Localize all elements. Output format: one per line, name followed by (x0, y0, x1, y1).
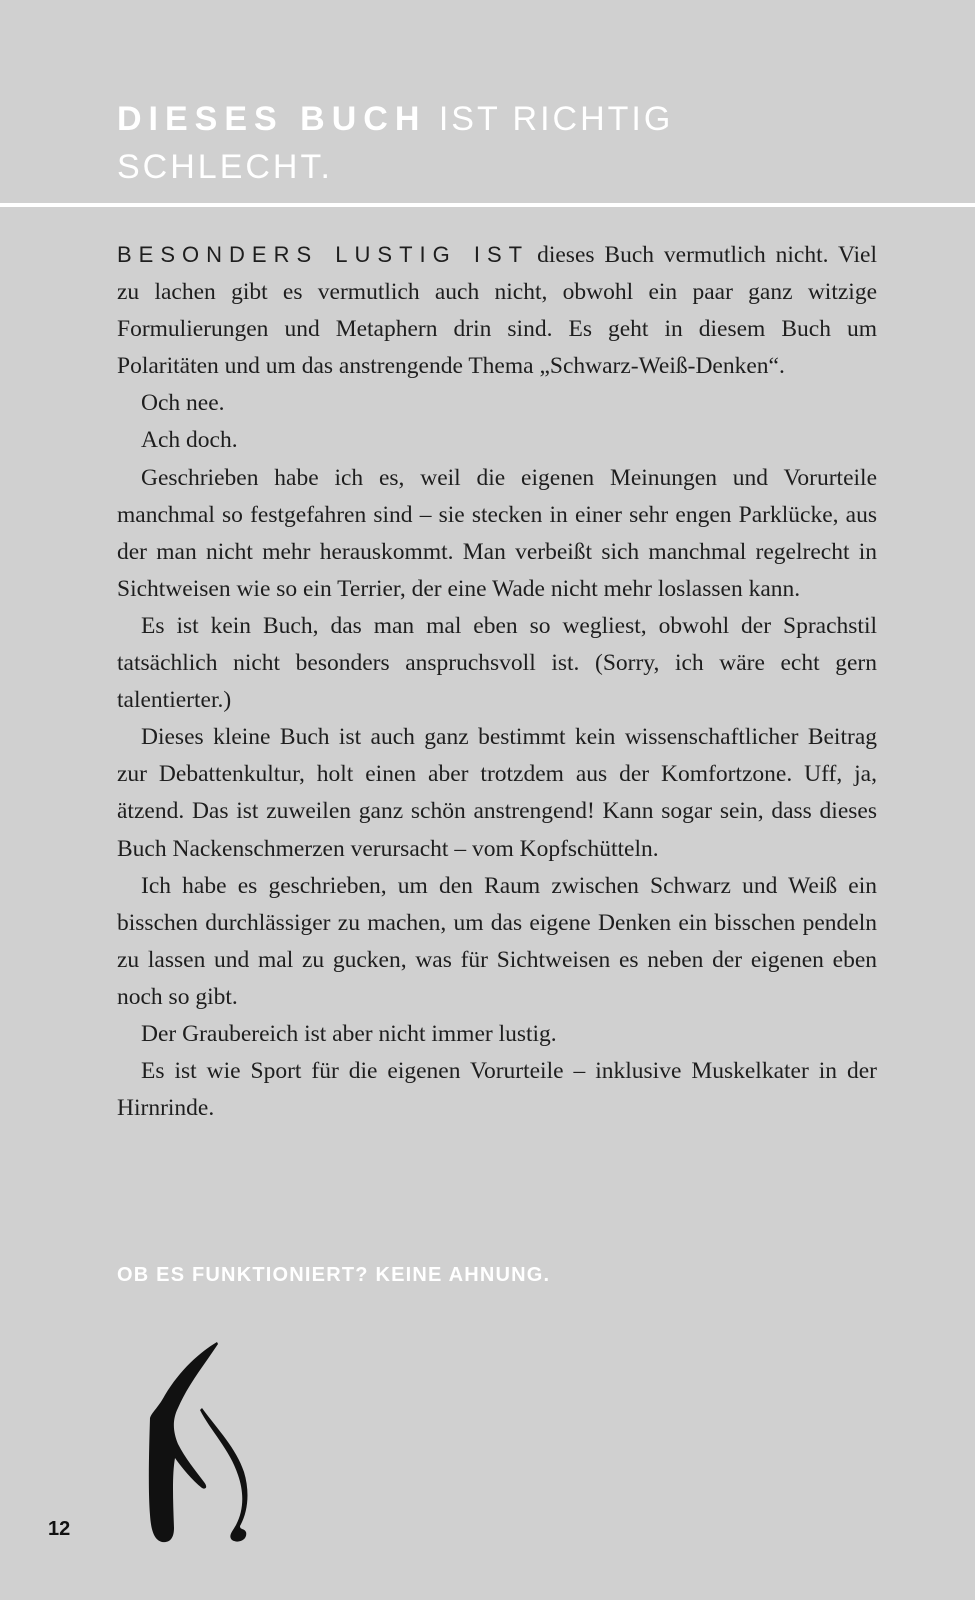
paragraph-8: Der Graubereich ist aber nicht immer lustig. (141, 1020, 557, 1047)
page-number: 12 (48, 1518, 71, 1540)
chapter-heading-bold: DIESES BUCH (117, 100, 427, 138)
paragraph-3: Ach doch. (141, 427, 238, 454)
paragraph-5: Es ist kein Buch, das man mal eben so wegliest, obwohl der Sprachstil tatsächlich nicht besonders anspruchsvoll ist. (Sorry, ich wäre echt gern talentierter.) (117, 612, 877, 714)
paragraph-2: Och nee. (141, 390, 225, 417)
chapter-heading (117, 95, 877, 191)
brush-stroke-figure-icon (140, 1340, 260, 1545)
subheading: OB ES FUNKTIONIERT? KEINE AHNUNG. (117, 1264, 551, 1286)
paragraph-6: Dieses kleine Buch ist auch ganz bestimmt kein wissenschaftlicher Beitrag zur Debattenkultur, holt einen aber trotzdem aus der Komfortzone. Uff, ja, ätzend. Das ist zuweilen ganz schön anstrengend! Kann sogar sein, dass dieses Buch Nackenschmerzen verursacht – vom Kopfschütteln. (117, 724, 877, 862)
body-text (117, 236, 877, 1127)
heading-divider (0, 203, 975, 207)
paragraph-7: Ich habe es geschrieben, um den Raum zwischen Schwarz und Weiß ein bisschen durchlässiger zu machen, um das eigene Denken ein bisschen pendeln zu lassen und mal zu gucken, was für Sichtweisen es neben der eigenen eben noch so gibt. (117, 872, 877, 1010)
paragraph-4: Geschrieben habe ich es, weil die eigenen Meinungen und Vorurteile manchmal so festgefahren sind – sie stecken in einer sehr engen Parklücke, aus der man nicht mehr herauskommt. Man verbeißt sich manchmal regelrecht in Sichtweisen wie so ein Terrier, der eine Wade nicht mehr loslassen kann. (117, 464, 877, 602)
paragraph-9: Es ist wie Sport für die eigenen Vorurteile – inklusive Muskelkater in der Hirnrinde. (117, 1058, 877, 1122)
lead-in: BESONDERS LUSTIG IST (117, 242, 530, 267)
paragraph-1: BESONDERS LUSTIG IST dieses Buch vermutlich nicht. Viel zu lachen gibt es vermutlich auch nicht, obwohl ein paar ganz witzige Formulierungen und Metaphern drin sind. Es geht in diesem Buch um Polaritäten und um das anstrengende Thema „Schwarz-Weiß-Denken“. (117, 242, 877, 380)
chapter-heading-light: IST RICHTIG SCHLECHT. (117, 100, 674, 186)
